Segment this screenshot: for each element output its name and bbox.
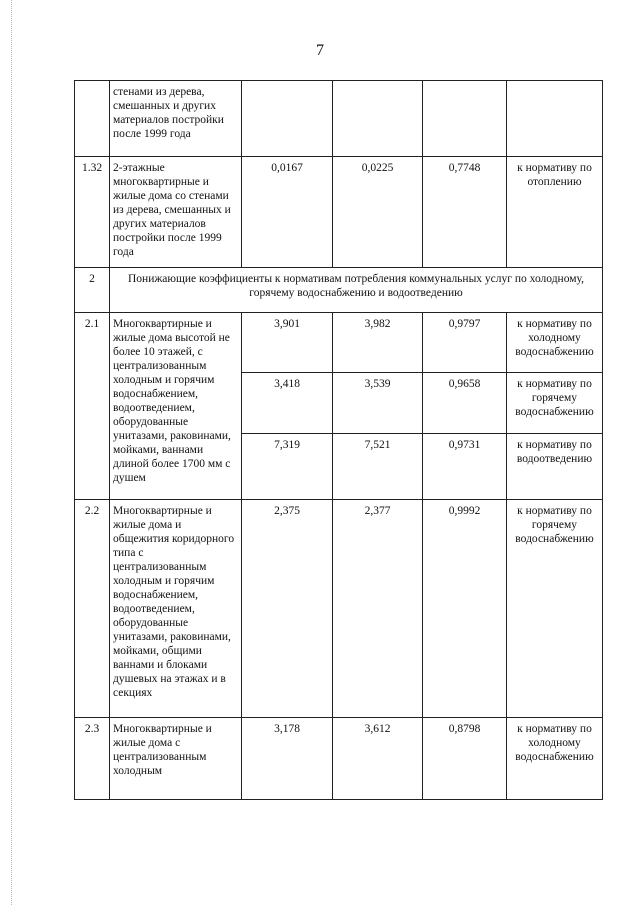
row-number: 2.3	[75, 718, 110, 800]
value-cell: 3,982	[333, 313, 423, 373]
value-cell: 7,521	[333, 434, 423, 500]
table-row	[75, 500, 603, 718]
value-cell	[242, 81, 333, 157]
table-row	[75, 157, 603, 268]
value-cell: 0,0167	[242, 157, 333, 268]
coefficients-table	[74, 80, 603, 800]
value-cell: 3,612	[333, 718, 423, 800]
value-cell: 0,0225	[333, 157, 423, 268]
value-cell: 0,9992	[423, 500, 507, 718]
table-row	[75, 718, 603, 800]
value-cell: 0,7748	[423, 157, 507, 268]
section-number: 2	[75, 268, 110, 313]
value-cell: 2,375	[242, 500, 333, 718]
note-cell: к нормативу по водоотведению	[507, 434, 603, 500]
value-cell: 7,319	[242, 434, 333, 500]
row-number: 2.2	[75, 500, 110, 718]
value-cell: 0,8798	[423, 718, 507, 800]
row-number: 2.1	[75, 313, 110, 500]
value-cell: 3,418	[242, 373, 333, 434]
table-row	[75, 81, 603, 157]
row-number: 1.32	[75, 157, 110, 268]
row-description: 2-этажные многоквартирные и жилые дома со стенами из дерева, смешанных и других материалов постройки после 1999 года	[110, 157, 242, 268]
value-cell: 2,377	[333, 500, 423, 718]
note-cell: к нормативу по горячему водоснабжению	[507, 500, 603, 718]
row-description: стенами из дерева, смешанных и других материалов постройки после 1999 года	[110, 81, 242, 157]
page-number: 7	[316, 42, 324, 59]
table-row	[75, 313, 603, 373]
note-cell: к нормативу по горячему водоснабжению	[507, 373, 603, 434]
note-cell: к нормативу по холодному водоснабжению	[507, 313, 603, 373]
value-cell: 3,178	[242, 718, 333, 800]
value-cell: 0,9731	[423, 434, 507, 500]
value-cell: 0,9797	[423, 313, 507, 373]
note-cell: к нормативу по отоплению	[507, 157, 603, 268]
note-cell: к нормативу по холодному водоснабжению	[507, 718, 603, 800]
note-cell	[507, 81, 603, 157]
row-description: Многоквартирные и жилые дома и общежития коридорного типа с централизованным холодным и горячим водоснабжением, водоотведением, оборудованные унитазами, раковинами, мойками, общими ваннами и блоками душевых на этажах и в секциях	[110, 500, 242, 718]
value-cell	[423, 81, 507, 157]
scan-margin-line	[11, 0, 12, 905]
row-description: Многоквартирные и жилые дома высотой не более 10 этажей, с централизованным холодным и горячим водоснабжением, водоотведением, оборудованные унитазами, раковинами, мойками, ваннами длиной более 1700 мм с душем	[110, 313, 242, 500]
value-cell: 3,539	[333, 373, 423, 434]
value-cell: 0,9658	[423, 373, 507, 434]
value-cell: 3,901	[242, 313, 333, 373]
value-cell	[333, 81, 423, 157]
section-title: Понижающие коэффициенты к нормативам потребления коммунальных услуг по холодному, горячему водоснабжению и водоотведению	[110, 268, 603, 313]
row-number	[75, 81, 110, 157]
row-description: Многоквартирные и жилые дома с централизованным холодным	[110, 718, 242, 800]
section-row	[75, 268, 603, 313]
